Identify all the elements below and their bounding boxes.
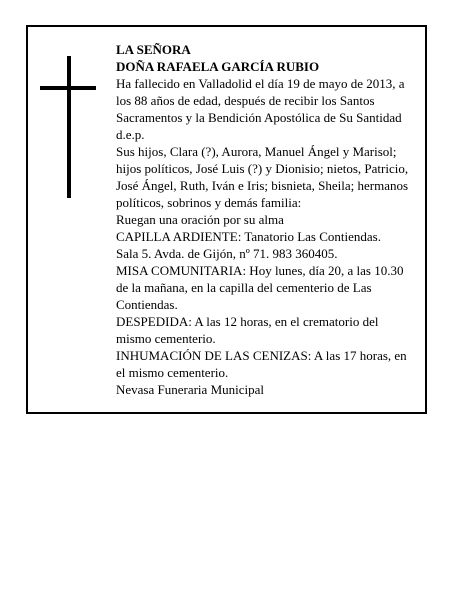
death-announcement: Ha fallecido en Valladolid el día 19 de mayo de 2013, a los 88 años de edad, después de recibir los Santos Sacramentos y la Bendición Apostólica de Su Santidad d.e.p.: [116, 76, 405, 142]
cross-icon: [40, 56, 96, 198]
prayer-request: Ruegan una oración por su alma: [116, 212, 284, 227]
chapel-address: Sala 5. Avda. de Gijón, nº 71. 983 360405.: [116, 246, 338, 261]
cross-vertical-bar: [67, 56, 71, 198]
cross-horizontal-bar: [40, 86, 96, 90]
deceased-name: DOÑA RAFAELA GARCÍA RUBIO: [116, 59, 320, 74]
funeral-home: Nevasa Funeraria Municipal: [116, 382, 265, 397]
obituary-notice: [26, 25, 427, 414]
chapel-info: CAPILLA ARDIENTE: Tanatorio Las Contiendas.: [116, 229, 381, 244]
mass-info: MISA COMUNITARIA: Hoy lunes, día 20, a las 10.30 de la mañana, en la capilla del cementerio de Las Contiendas.: [116, 263, 404, 312]
notice-heading: LA SEÑORA: [116, 42, 191, 57]
family-list: Sus hijos, Clara (?), Aurora, Manuel Ángel y Marisol; hijos políticos, José Luis (?) y Dionisio; nietos, Patricio, José Ángel, Ruth, Iván e Iris; bisnieta, Sheila; hermanos políticos, sobrinos y demás familia:: [116, 144, 409, 210]
inhumation-info: INHUMACIÓN DE LAS CENIZAS: A las 17 horas, en el mismo cementerio.: [116, 348, 407, 380]
farewell-info: DESPEDIDA: A las 12 horas, en el crematorio del mismo cementerio.: [116, 314, 379, 346]
obituary-text: [116, 41, 416, 398]
